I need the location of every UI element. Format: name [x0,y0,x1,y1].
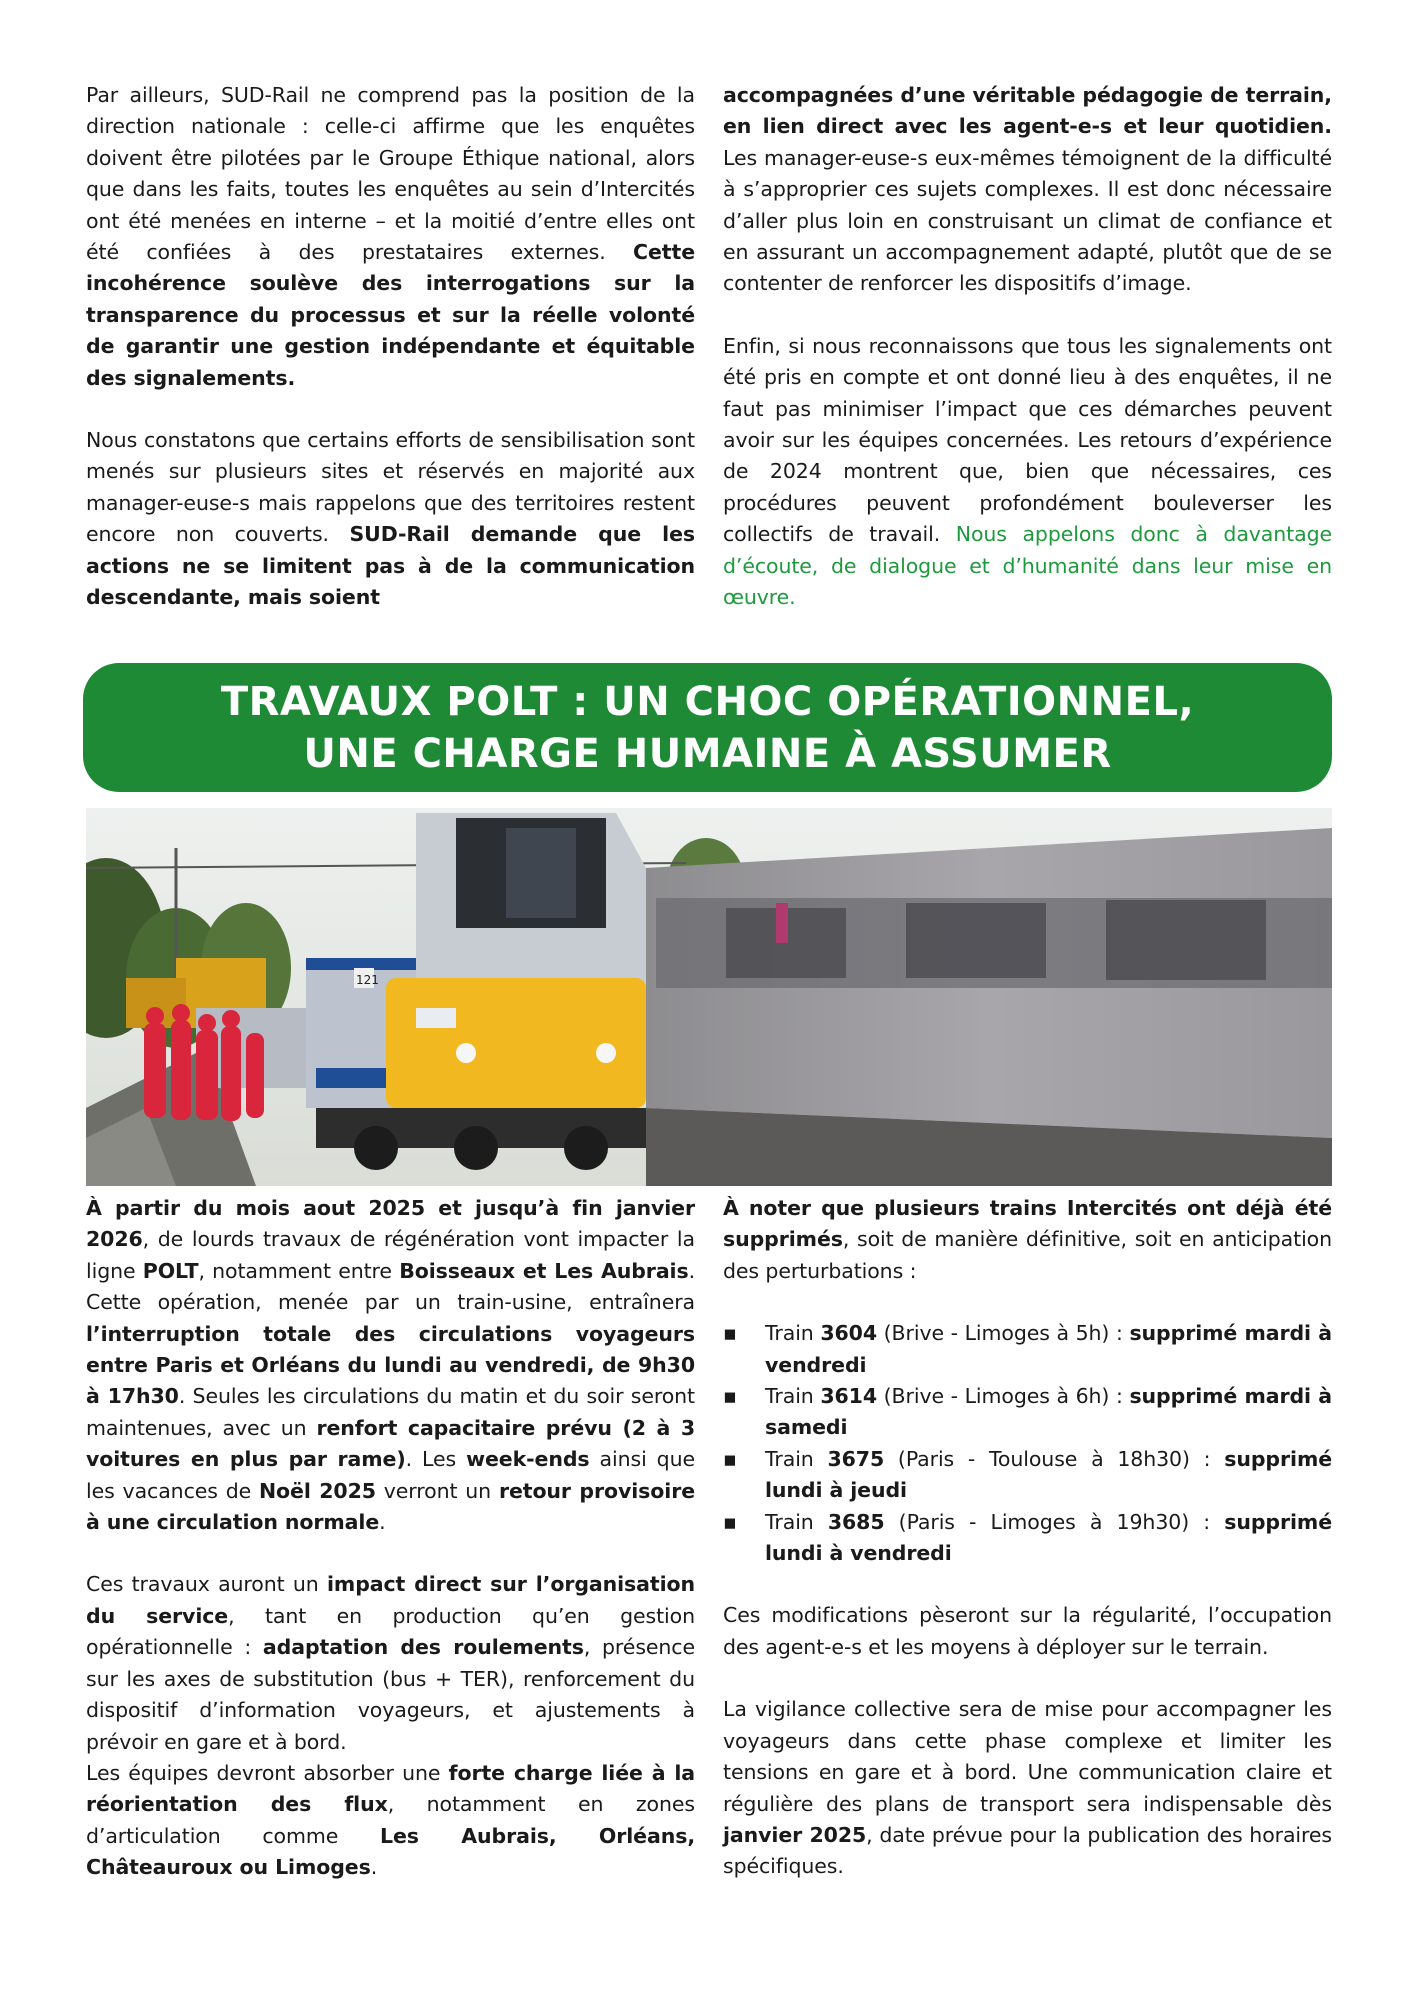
text: , tant en production qu’en gestion opérationnelle : [86,1603,695,1660]
section-title-banner [83,663,1332,792]
bold-text: SUD-Rail demande que les actions ne se limitent pas à de la communication descendante, mais soient [86,522,695,610]
text: . [370,1855,378,1880]
bold-text: À partir du mois aout 2025 et jusqu’à fin janvier 2026 [86,1196,695,1252]
text: . Seules les circulations du matin et du soir seront maintenues, avec un [86,1384,695,1440]
bullet-icon: ▪ [723,1384,737,1409]
train-illustration [86,808,1332,1186]
column-bottom-right [723,1193,1332,1883]
bullet-icon: ▪ [723,1321,737,1346]
bold-text: À noter que plusieurs trains Intercités ont déjà été supprimés [723,1196,1332,1252]
bold-text: impact direct sur l’organisation du service [86,1572,695,1628]
text: Les manager-euse-s eux-mêmes témoignent de la difficulté à s’approprier ces sujets complexes. Il est donc nécessaire d’aller plus loin en construisant un climat de confiance et en assurant un accompagnement adapté, plutôt que de se contenter de renforcer les dispositifs d’image. [723,145,1332,296]
bold-text: Cette incohérence soulève des interrogations sur la transparence du processus et sur la réelle volonté de garantir une gestion indépendante et équitable des signalements. [86,240,695,390]
text: . Les [405,1447,467,1472]
text: Ces travaux auront un [86,1572,327,1597]
text: Les équipes devront absorber une [86,1760,449,1785]
bold-text: l’interruption totale des circulations voyageurs entre Paris et Orléans du lundi au vendredi, de 9h30 à 17h30 [86,1321,695,1409]
banner-title-line-2: UNE CHARGE HUMAINE À ASSUMER [303,730,1112,777]
bold-text: adaptation des roulements [262,1635,584,1660]
bold-text: accompagnées d’une véritable pédagogie de terrain, en lien direct avec les agent-e-s et leur quotidien. [723,83,1332,139]
text: , présence sur les axes de substitution (bus + TER), renforcement du dispositif d’information voyageurs, et ajustements à prévoir en gare et à bord. [86,1635,695,1754]
paragraph-pedagogy [723,80,1332,300]
paragraph-works-impact [86,1569,695,1757]
list-item: ▪ Train 3685 (Paris - Limoges à 19h30) : supprimé lundi à vendredi [723,1507,1332,1570]
bold-text: janvier 2025 [723,1822,867,1847]
cancelled-trains-list [723,1318,1332,1569]
paragraph-investigations [86,80,695,394]
paragraph-conclusion [723,331,1332,614]
bold-text: week-ends [466,1447,590,1472]
text: Nous constatons que certains efforts de sensibilisation sont menés sur plusieurs sites et réservés en majorité aux manager-euse-s mais rappelons que des territoires restent encore non couverts. [86,428,695,547]
list-item: ▪ Train 3614 (Brive - Limoges à 6h) : supprimé mardi à samedi [723,1381,1332,1444]
text: , de lourds travaux de régénération vont impacter la ligne [86,1227,695,1283]
train-photo [86,808,1332,1186]
banner-title-line-1: TRAVAUX POLT : UN CHOC OPÉRATIONNEL, [220,678,1195,725]
bullet-icon: ▪ [723,1446,737,1471]
list-item: ▪ Train 3604 (Brive - Limoges à 5h) : supprimé mardi à vendredi [723,1318,1332,1381]
paragraph-works-intro [86,1193,695,1538]
column-top-right [723,80,1332,614]
bold-text: retour provisoire à une circulation normale [86,1478,696,1535]
list-item: ▪ Train 3675 (Paris - Toulouse à 18h30) : supprimé lundi à jeudi [723,1444,1332,1507]
text: Enfin, si nous reconnaissons que tous les signalements ont été pris en compte et ont donné lieu à des enquêtes, il ne faut pas minimiser l’impact que ces démarches peuvent avoir sur les équipes concernées. Les retours d’expérience de 2024 montrent que, bien que nécessaires, ces procédures peuvent profondément bouleverser les collectifs de travail. [723,333,1332,547]
paragraph-regularity: Ces modifications pèseront sur la régularité, l’occupation des agent-e-s et les moyens à déployer sur le terrain. [723,1603,1332,1659]
bullet-icon: ▪ [723,1509,737,1534]
bold-text: Noël 2025 [258,1478,376,1503]
text: , date prévue pour la publication des horaires spécifiques. [723,1822,1332,1879]
column-top-left [86,80,695,614]
paragraph-vigilance [723,1694,1332,1882]
text: La vigilance collective sera de mise pour accompagner les voyageurs dans cette phase complexe et limiter les tensions en gare et à bord. Une communication claire et régulière des plans de transport sera indispensable dès [723,1697,1332,1816]
green-callout-text: Nous appelons donc à davantage d’écoute, de dialogue et d’humanité dans leur mise en œuvre. [723,522,1332,610]
paragraph-cancellations [723,1193,1332,1287]
text: , notamment en zones d’articulation comme [86,1792,695,1848]
loco-number: 121 [356,973,379,987]
text: , soit de manière définitive, soit en anticipation des perturbations : [723,1227,1332,1283]
text: ainsi que les vacances de [86,1447,695,1503]
bold-text: forte charge liée à la réorientation des flux [86,1760,695,1817]
bold-text: Les Aubrais, Orléans, Châteauroux ou Limoges [86,1823,696,1880]
text: , notamment entre [198,1258,400,1283]
text: . Cette opération, menée par un train-usine, entraînera [86,1258,695,1315]
text: verront un [375,1478,499,1503]
column-bottom-left [86,1193,695,1884]
bold-text: Boisseaux et Les Aubrais [399,1258,689,1283]
paragraph-works-teams [86,1758,695,1884]
bold-text: POLT [142,1258,199,1283]
text: Par ailleurs, SUD-Rail ne comprend pas la position de la direction nationale : celle-ci affirme que les enquêtes doivent être pilotées par le Groupe Éthique national, alors que dans les faits, toutes les enquêtes au sein d’Intercités ont été menées en interne – et la moitié d’entre elles ont été confiées à des prestataires externes. [86,83,695,265]
bold-text: renfort capacitaire prévu (2 à 3 voitures en plus par rame) [86,1415,695,1472]
paragraph-awareness [86,425,695,613]
text: . [379,1510,386,1535]
